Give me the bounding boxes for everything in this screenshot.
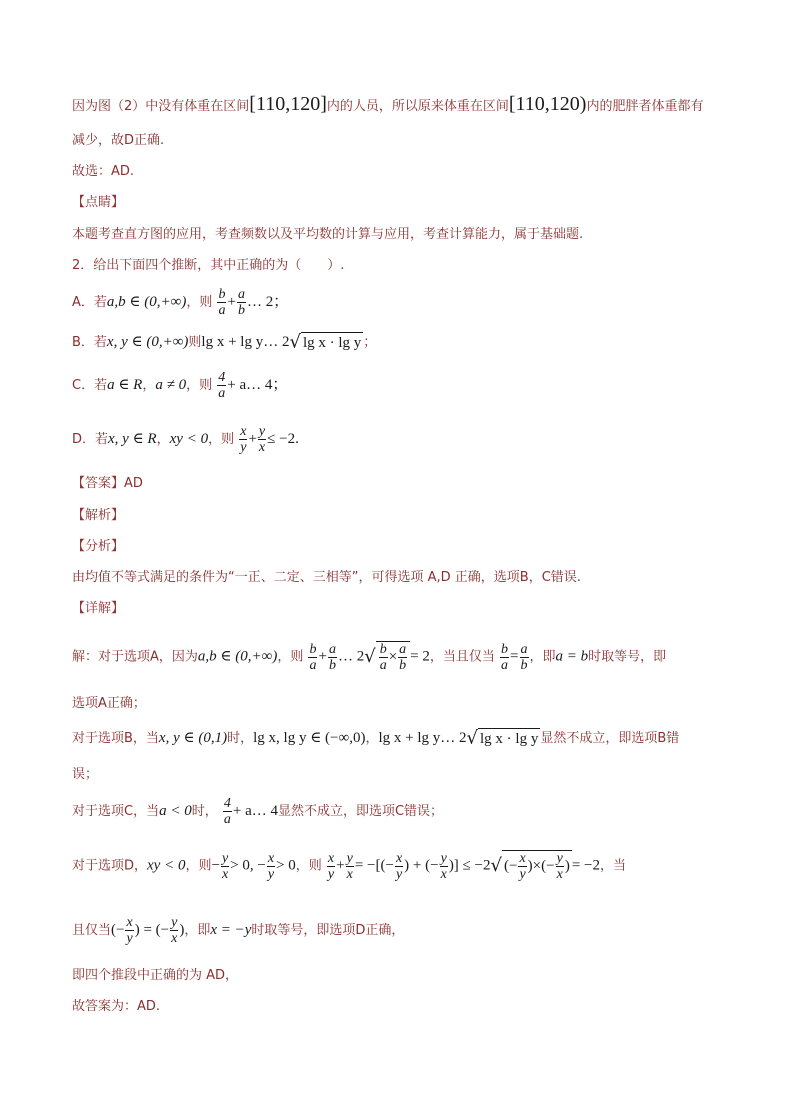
text: 显然不成立，即选项B错 <box>540 731 680 746</box>
text: 内的人员，所以原来体重在区间 <box>326 99 509 114</box>
fraction: $\frac{b}{a}$ <box>218 287 226 318</box>
fraction: $\frac{4}{a}$ <box>223 796 231 827</box>
option-a: A．若a,b ∈ (0,+∞)，则 $\frac{b}{a}$ + $\frac{a}{b}$ … 2； <box>72 287 289 318</box>
fraction: $\frac{y}{x}$ <box>221 850 229 882</box>
option-d: D．若x, y ∈ R，xy < 0，则 $\frac{x}{y}$ + $\frac{y}{x}$ ≤ −2. <box>72 424 299 455</box>
math: … 2 <box>337 648 365 665</box>
math: a < 0 <box>159 803 192 819</box>
math: lg x + lg y… 2 <box>378 730 467 746</box>
text: 对于选项C，当 <box>72 804 160 819</box>
question-stem: 2．给出下面四个推断，其中正确的为（ ）. <box>72 258 345 273</box>
fraction: $\frac{x}{y}$ <box>126 915 133 946</box>
answer-line: 故选：AD. <box>72 164 135 179</box>
section-heading: 【详解】 <box>72 601 125 616</box>
math: a = b <box>555 648 589 665</box>
paragraph-line <box>72 94 703 117</box>
text: 时， <box>227 731 254 746</box>
paragraph-line: 减少，故D正确. <box>72 133 165 148</box>
label: A．若 <box>72 295 107 310</box>
solution-b-line: 对于选项B，当x, y ∈ (0,1)时，lg x, lg y ∈ (−∞,0)，lg x + lg y… 2√ lg x · lg y 显然不成立，即选项B错 <box>72 727 680 749</box>
text: ，当且仅当 <box>429 649 495 665</box>
math: = −[(− <box>354 857 394 874</box>
answer-value: AD <box>124 476 143 491</box>
math: x, y ∈ R <box>108 431 157 447</box>
math-interval: [110,120] <box>249 93 327 115</box>
fraction: $\frac{b}{a}$ <box>309 641 317 673</box>
math: lg x, lg y ∈ (−∞,0) <box>253 730 366 746</box>
text: 对于选项D， <box>72 858 148 874</box>
fraction: $\frac{y}{x}$ <box>440 850 447 882</box>
solution-d-cont: 且仅当(− $\frac{x}{y}$ ) = (− $\frac{y}{x}$ )，即x = −y时取等号，即选项D正确， <box>72 915 405 946</box>
math: + a… 4； <box>227 377 288 393</box>
paragraph-line: 误； <box>72 767 99 782</box>
math: > 0, − <box>230 857 266 874</box>
text: ，则 <box>295 858 322 874</box>
text: 时取等号，即选项D正确， <box>251 923 405 938</box>
option-b: B．若x, y ∈ (0,+∞)则lg x + lg y… 2√ lg x · lg y ； <box>72 331 377 353</box>
label: D．若 <box>72 432 109 447</box>
math: + a… 4 <box>232 803 278 819</box>
math: x, y ∈ (0,+∞) <box>106 334 189 350</box>
text: 因为图（2）中没有体重在区间 <box>72 99 250 114</box>
text: 显然不成立，即选项C错误； <box>277 804 444 819</box>
label: C．若 <box>72 378 108 393</box>
solution-a-line: 解：对于选项A，因为a,b ∈ (0,+∞)，则 $\frac{b}{a}$ + $\frac{a}{b}$ … 2√ $\frac{b}{a}$ × $\frac{a}{b}$ = 2，当且仅当 $\frac{b}{a}$ = $\frac{a}{b}$ ，即a = b时取等号，即 <box>72 641 667 673</box>
text: 内的肥胖者体重都有 <box>586 99 704 114</box>
math: ≤ −2. <box>267 431 299 447</box>
text: ，即 <box>529 649 556 665</box>
text: ，即 <box>184 923 211 938</box>
paragraph-line: 选项A正确； <box>72 696 146 711</box>
text: ， <box>156 432 170 447</box>
text: 解：对于选项A，因为 <box>72 649 198 665</box>
paragraph-line: 即四个推段中正确的为 AD， <box>72 968 239 983</box>
fraction: $\frac{a}{b}$ <box>328 641 336 673</box>
fraction: $\frac{y}{x}$ <box>171 915 178 946</box>
label: B．若 <box>72 335 107 350</box>
fraction: $\frac{x}{y}$ <box>240 424 247 455</box>
option-c <box>72 370 287 401</box>
math-radicand: lg x · lg y <box>478 728 540 749</box>
math: xy < 0 <box>169 431 209 447</box>
math-interval: [110,120) <box>508 93 587 115</box>
label: 【答案】 <box>72 476 125 491</box>
text: 对于选项B，当 <box>72 731 159 746</box>
math: lg x + lg y… 2 <box>201 334 290 350</box>
fraction: $\frac{x}{y}$ <box>327 850 335 882</box>
fraction: $\frac{4}{a}$ <box>218 370 226 401</box>
section-heading: 【分析】 <box>72 539 125 554</box>
fraction: $\frac{x}{y}$ <box>267 850 275 882</box>
math: x, y ∈ (0,1) <box>158 730 228 746</box>
math: = −2 <box>571 857 600 874</box>
text: 则 <box>188 335 202 350</box>
fraction: $\frac{y}{x}$ <box>346 850 353 882</box>
text: ； <box>363 335 377 350</box>
text: ， <box>142 378 156 393</box>
text: 且仅当 <box>72 923 112 938</box>
math: ) + (− <box>404 857 439 874</box>
text: ，则 <box>277 649 304 665</box>
fraction: $\frac{b}{a}$ <box>501 641 509 673</box>
math: … 2； <box>246 294 289 310</box>
text: ，则 <box>208 432 235 447</box>
math-radicand: lg x · lg y <box>301 332 363 353</box>
math: a ∈ R <box>107 377 143 393</box>
math-radicand: (− $\frac{x}{y}$ )×(− $\frac{y}{x}$ ) <box>503 851 570 882</box>
text: ，则 <box>186 378 213 393</box>
text: ， <box>365 731 379 746</box>
math: a ≠ 0 <box>155 377 187 393</box>
math: a,b ∈ (0,+∞) <box>106 294 187 310</box>
math: )] ≤ −2 <box>448 857 491 874</box>
fraction: $\frac{x}{y}$ <box>395 850 403 882</box>
solution-d-line: 对于选项D，xy < 0，则− $\frac{y}{x}$ > 0, − $\frac{x}{y}$ > 0，则 $\frac{x}{y}$ + $\frac{y}{x}$ = −[(− $\frac{x}{y}$ ) + (− $\frac{y}{x}$ )] ≤ −2√ (− $\frac{x}{y}$ )×(− $\frac{y}{x}$ ) = −2，当 <box>72 850 626 882</box>
text: ，则 <box>186 295 213 310</box>
math: a,b ∈ (0,+∞) <box>197 648 278 665</box>
paragraph-line: 故答案为：AD. <box>72 999 161 1014</box>
fraction: $\frac{y}{x}$ <box>258 424 266 455</box>
fraction: $\frac{a}{b}$ <box>237 287 245 318</box>
math: x = −y <box>210 922 252 938</box>
math: > 0 <box>276 857 296 874</box>
text: ，则 <box>185 858 212 874</box>
math: xy < 0 <box>147 857 186 874</box>
paragraph-line: 由均值不等式满足的条件为“一正、二定、三相等”，可得选项 A,D 正确，选项B，C错误. <box>72 570 581 585</box>
math: = 2 <box>410 648 430 665</box>
text: 时， <box>191 804 218 819</box>
answer-line <box>72 474 143 494</box>
paragraph-line: 本题考查直方图的应用，考查频数以及平均数的计算与应用，考查计算能力，属于基础题. <box>72 227 584 242</box>
section-heading: 【点睛】 <box>72 195 125 210</box>
solution-c-line <box>72 796 443 827</box>
fraction: $\frac{a}{b}$ <box>520 641 528 673</box>
math-radicand: $\frac{b}{a}$ × $\frac{a}{b}$ <box>376 641 410 673</box>
text: ，当 <box>599 858 626 874</box>
section-heading: 【解析】 <box>72 508 125 523</box>
text: 时取等号，即 <box>588 649 667 665</box>
